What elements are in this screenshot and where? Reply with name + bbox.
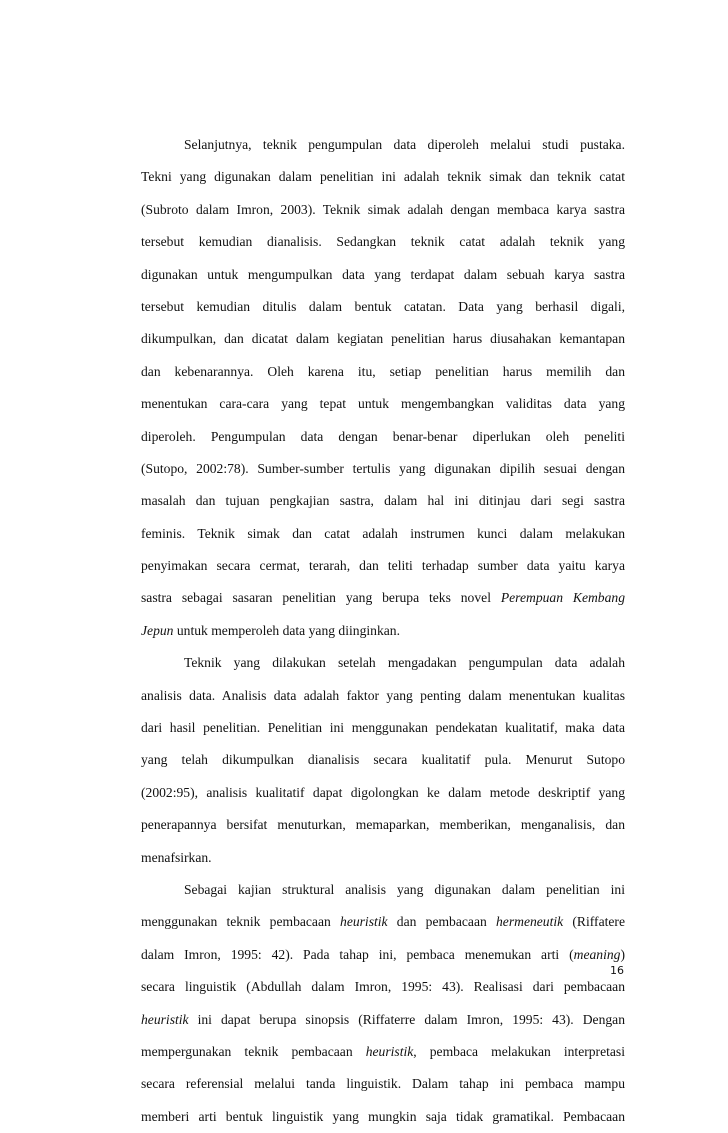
italic-term: hermeneutik (496, 914, 564, 930)
text-line (141, 485, 625, 517)
italic-term: meaning (573, 946, 621, 962)
text-line (141, 226, 625, 258)
text-run: menafsirkan. (141, 849, 212, 865)
text-line (141, 388, 625, 420)
text-run: dan kebenarannya. Oleh karena itu, setiap penelitian harus memilih dan (141, 363, 625, 379)
text-line (141, 680, 625, 712)
text-run: (Subroto dalam Imron, 2003). Teknik simak adalah dengan membaca karya sastra (141, 201, 625, 217)
body-text (141, 129, 625, 1133)
text-line (141, 777, 625, 809)
text-run: Tekni yang digunakan dalam penelitian ini adalah teknik simak dan teknik catat (141, 169, 625, 185)
paragraph (141, 874, 625, 1133)
italic-term: Jepun (141, 622, 174, 638)
text-run: tersebut kemudian dianalisis. Sedangkan teknik catat adalah teknik yang (141, 234, 625, 250)
text-run: Sebagai kajian struktural analisis yang digunakan dalam penelitian ini (184, 881, 625, 897)
text-run: ) (620, 946, 625, 962)
page-number: 16 (610, 964, 624, 977)
text-line (141, 259, 625, 291)
text-run: digunakan untuk mengumpulkan data yang terdapat dalam sebuah karya sastra (141, 266, 625, 282)
text-line (141, 842, 625, 874)
text-line (141, 615, 625, 647)
text-run: dari hasil penelitian. Penelitian ini menggunakan pendekatan kualitatif, maka data (141, 720, 625, 736)
text-line (141, 971, 625, 1003)
text-run: ini dapat berupa sinopsis (Riffaterre dalam Imron, 1995: 43). Dengan (188, 1011, 625, 1027)
text-line (141, 129, 625, 161)
text-run: dikumpulkan, dan dicatat dalam kegiatan penelitian harus diusahakan kemantapan (141, 331, 625, 347)
text-line (141, 874, 625, 906)
text-run: dalam Imron, 1995: 42). Pada tahap ini, pembaca menemukan arti ( (141, 946, 574, 962)
text-run: tersebut kemudian ditulis dalam bentuk catatan. Data yang berhasil digali, (141, 298, 625, 314)
text-line (141, 1004, 625, 1036)
text-line (141, 323, 625, 355)
text-run: penyimakan secara cermat, terarah, dan teliti terhadap sumber data yaitu karya (141, 558, 625, 574)
text-run: untuk memperoleh data yang diinginkan. (173, 622, 400, 638)
text-run: analisis data. Analisis data adalah faktor yang penting dalam menentukan kualitas (141, 687, 625, 703)
text-run: (Sutopo, 2002:78). Sumber-sumber tertulis yang digunakan dipilih sesuai dengan (141, 460, 625, 476)
text-line (141, 550, 625, 582)
text-line (141, 1036, 625, 1068)
text-run: yang telah dikumpulkan dianalisis secara kualitatif pula. Menurut Sutopo (141, 752, 625, 768)
text-line (141, 1101, 625, 1133)
italic-term: Perempuan Kembang (500, 590, 625, 606)
text-line (141, 712, 625, 744)
text-run: menentukan cara-cara yang tepat untuk mengembangkan validitas data yang (141, 396, 625, 412)
text-line (141, 453, 625, 485)
text-line (141, 647, 625, 679)
text-run: masalah dan tujuan pengkajian sastra, dalam hal ini ditinjau dari segi sastra (141, 493, 625, 509)
paragraph (141, 647, 625, 874)
text-run: penerapannya bersifat menuturkan, memaparkan, memberikan, menganalisis, dan (141, 817, 625, 833)
italic-term: heuristik (340, 914, 388, 930)
text-line (141, 906, 625, 938)
text-run: dan pembacaan (387, 914, 496, 930)
text-line (141, 194, 625, 226)
text-run: diperoleh. Pengumpulan data dengan benar-benar diperlukan oleh peneliti (141, 428, 625, 444)
text-run: (Riffatere (563, 914, 625, 930)
text-run: feminis. Teknik simak dan catat adalah instrumen kunci dalam melakukan (141, 525, 625, 541)
text-line (141, 1068, 625, 1100)
text-line (141, 356, 625, 388)
text-line (141, 291, 625, 323)
text-run: (2002:95), analisis kualitatif dapat digolongkan ke dalam metode deskriptif yang (141, 784, 625, 800)
paragraph (141, 129, 625, 647)
italic-term: heuristik (365, 1043, 414, 1059)
text-line (141, 744, 625, 776)
italic-term: heuristik (141, 1011, 189, 1027)
text-run: Selanjutnya, teknik pengumpulan data diperoleh melalui studi pustaka. (184, 137, 625, 152)
text-run: memberi arti bentuk linguistik yang mungkin saja tidak gramatikal. Pembacaan (141, 1108, 625, 1124)
text-line (141, 809, 625, 841)
text-run: mempergunakan teknik pembacaan (141, 1043, 366, 1059)
text-run: , pembaca melakukan interpretasi (413, 1043, 625, 1059)
text-line (141, 582, 625, 614)
text-run: menggunakan teknik pembacaan (141, 914, 341, 930)
text-run: sastra sebagai sasaran penelitian yang berupa teks novel (141, 590, 501, 606)
text-run: Teknik yang dilakukan setelah mengadakan pengumpulan data adalah (184, 655, 625, 671)
text-line (141, 161, 625, 193)
text-line (141, 939, 625, 971)
text-line (141, 518, 625, 550)
text-run: secara referensial melalui tanda linguistik. Dalam tahap ini pembaca mampu (141, 1076, 625, 1092)
text-line (141, 421, 625, 453)
text-run: secara linguistik (Abdullah dalam Imron, 1995: 43). Realisasi dari pembacaan (141, 979, 625, 995)
